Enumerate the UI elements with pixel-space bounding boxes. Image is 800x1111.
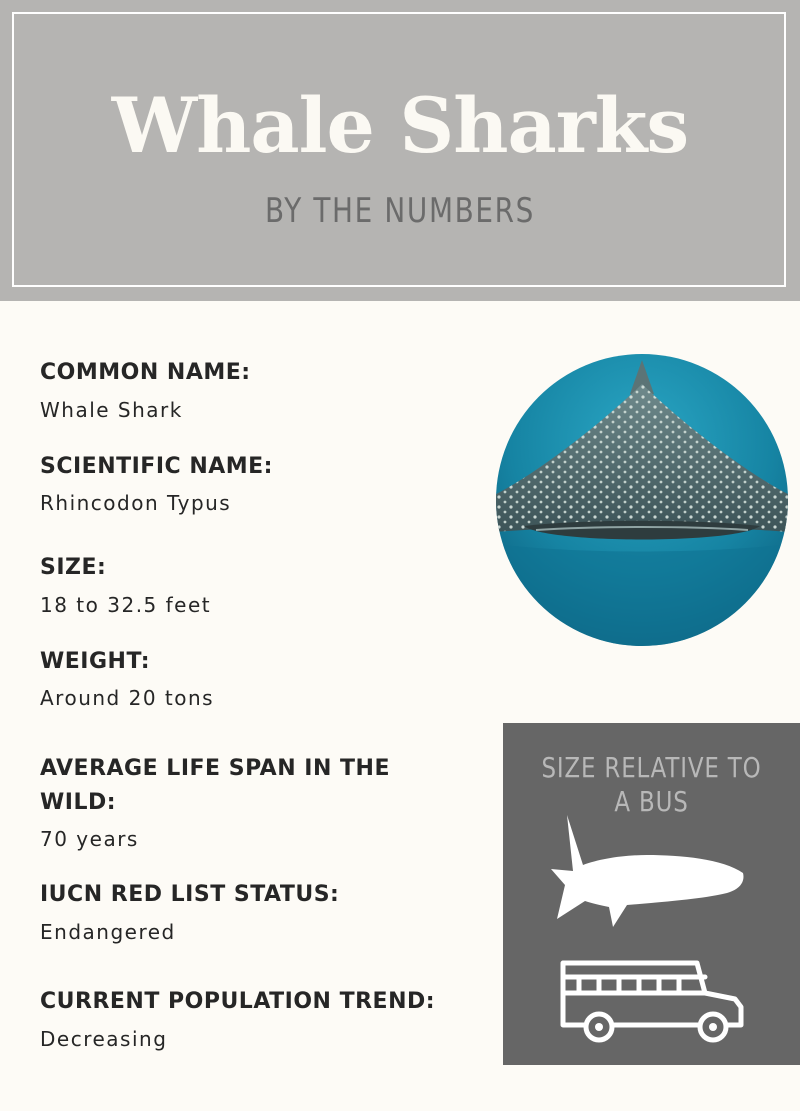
fact-label-size: SIZE:: [40, 555, 107, 580]
fact-value-iucn-status: Endangered: [40, 920, 176, 944]
fact-value-population-trend: Decreasing: [40, 1027, 168, 1051]
fact-label-scientific-name: SCIENTIFIC NAME:: [40, 454, 273, 479]
fact-label-common-name: COMMON NAME:: [40, 360, 251, 385]
bus-icon: [557, 959, 747, 1043]
page-title: Whale Sharks: [111, 81, 689, 170]
fact-label-life-span: AVERAGE LIFE SPAN IN THE WILD:: [40, 756, 390, 815]
fact-value-size: 18 to 32.5 feet: [40, 593, 212, 617]
fact-label-iucn-status: IUCN RED LIST STATUS:: [40, 882, 340, 907]
whale-shark-icon: [551, 815, 747, 935]
whale-shark-photo-icon: [496, 354, 788, 646]
header-banner: [0, 0, 800, 301]
size-comparison-title: SIZE RELATIVE TO A BUS: [541, 751, 762, 818]
fact-label-weight: WEIGHT:: [40, 649, 151, 674]
fact-label-population-trend: CURRENT POPULATION TREND:: [40, 989, 436, 1014]
whale-shark-photo: [496, 354, 788, 646]
fact-value-scientific-name: Rhincodon Typus: [40, 491, 232, 515]
fact-value-weight: Around 20 tons: [40, 686, 215, 710]
page-subtitle: BY THE NUMBERS: [264, 191, 536, 231]
fact-value-common-name: Whale Shark: [40, 398, 183, 422]
fact-value-life-span: 70 years: [40, 827, 139, 851]
size-comparison-panel: [503, 723, 800, 1065]
